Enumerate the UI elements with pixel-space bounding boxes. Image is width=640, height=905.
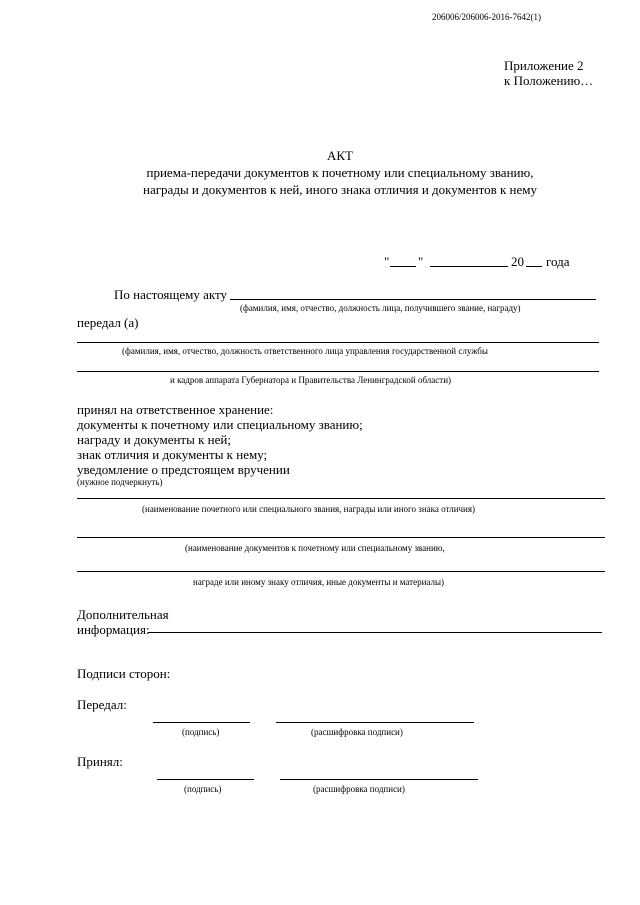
transferred-decoding-hint: (расшифровка подписи): [311, 727, 403, 737]
appendix-block: [504, 58, 593, 88]
documents-hint: (наименование документов к почетному или специальному званию,: [185, 543, 445, 553]
document-title: [0, 147, 640, 198]
accepted-decoding-hint: (расшифровка подписи): [313, 784, 405, 794]
transferred-label: передал (а): [77, 315, 139, 330]
signatures-heading: Подписи сторон:: [77, 666, 171, 681]
date-quote-close: ": [418, 254, 424, 269]
accepted-item: награду и документы к ней;: [77, 432, 231, 447]
recipient-field[interactable]: [230, 299, 596, 300]
award-name-field[interactable]: [77, 498, 605, 499]
responsible-person-field-2[interactable]: [77, 371, 599, 372]
accepted-signature-label: Принял:: [77, 754, 123, 769]
transferred-signature-field[interactable]: [153, 722, 250, 723]
extra-info-field[interactable]: [148, 632, 602, 633]
transferred-signature-hint: (подпись): [182, 727, 220, 737]
document-number: 206006/206006-2016-7642(1): [432, 12, 541, 22]
title-line3: награды и документов к ней, иного знака отличия и документов к нему: [143, 182, 537, 197]
documents-field-2[interactable]: [77, 571, 605, 572]
responsible-person-field[interactable]: [77, 342, 599, 343]
responsible-person-hint: (фамилия, имя, отчество, должность ответственного лица управления государственной службы: [122, 346, 488, 356]
underline-note: (нужное подчеркнуть): [77, 477, 163, 487]
accepted-item: принял на ответственное хранение:: [77, 402, 274, 417]
date-day-blank[interactable]: [390, 266, 416, 267]
date-year-prefix: 20: [511, 254, 524, 269]
date-month-blank[interactable]: [430, 266, 508, 267]
extra-info-line1: Дополнительная: [77, 607, 169, 622]
title-line2: приема-передачи документов к почетному или специальному званию,: [146, 165, 534, 180]
title-line1: АКТ: [327, 148, 353, 163]
award-name-hint: (наименование почетного или специального звания, награды или иного знака отличия): [142, 504, 475, 514]
date-year-suffix: года: [546, 254, 570, 269]
date-year-blank[interactable]: [526, 266, 542, 267]
recipient-hint: (фамилия, имя, отчество, должность лица, получившего звание, награду): [240, 303, 521, 313]
accepted-signature-hint: (подпись): [184, 784, 222, 794]
appendix-line2: к Положению…: [504, 73, 594, 88]
accepted-item: уведомление о предстоящем вручении: [77, 462, 290, 477]
transferred-signature-label: Передал:: [77, 697, 127, 712]
appendix-line1: Приложение 2: [504, 58, 584, 73]
transferred-decoding-field[interactable]: [276, 722, 474, 723]
act-intro-label: По настоящему акту: [114, 287, 228, 302]
accepted-item: знак отличия и документы к нему;: [77, 447, 268, 462]
extra-info-line2: информация:: [77, 622, 150, 637]
accepted-signature-field[interactable]: [157, 779, 254, 780]
accepted-decoding-field[interactable]: [280, 779, 478, 780]
documents-field[interactable]: [77, 537, 605, 538]
documents-hint-2: награде или иному знаку отличия, иные документы и материалы): [193, 577, 445, 587]
date-quote-open: ": [384, 254, 390, 269]
accepted-item: документы к почетному или специальному званию;: [77, 417, 363, 432]
responsible-person-hint-2: и кадров аппарата Губернатора и Правительства Ленинградской области): [170, 375, 452, 385]
accepted-list: [77, 402, 363, 477]
